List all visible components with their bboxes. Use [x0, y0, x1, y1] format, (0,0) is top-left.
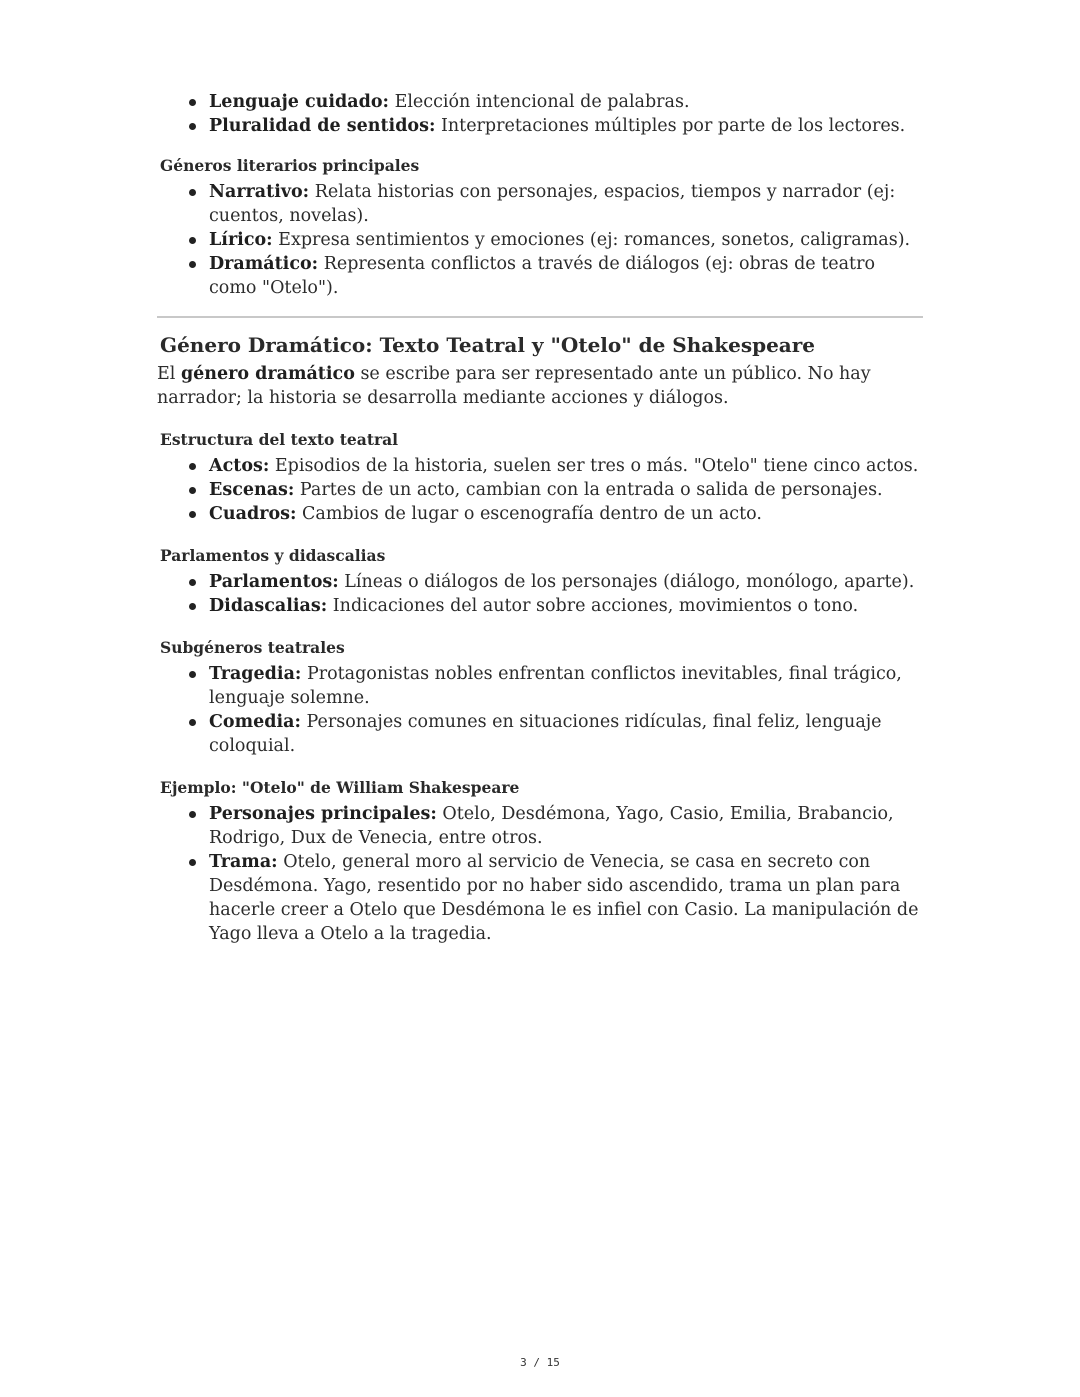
list-item	[209, 570, 923, 594]
item-term: Escenas:	[209, 480, 295, 500]
section-intro	[157, 362, 923, 410]
intro-text: El	[157, 364, 181, 384]
item-term: Pluralidad de sentidos:	[209, 116, 436, 136]
item-text: Episodios de la historia, suelen ser tres o más. "Otelo" tiene cinco actos.	[269, 456, 919, 476]
section-divider	[157, 316, 923, 318]
item-term: Actos:	[209, 456, 270, 476]
item-text: Elección intencional de palabras.	[389, 92, 690, 112]
list-item	[209, 114, 923, 138]
item-text: Expresa sentimientos y emociones (ej: romances, sonetos, caligramas).	[272, 230, 911, 250]
page-number: 3 / 15	[520, 1356, 560, 1369]
generos-heading: Géneros literarios principales	[160, 156, 420, 175]
top-list	[157, 90, 923, 138]
item-text: Relata historias con personajes, espacios, tiempos y narrador (ej: cuentos, novelas).	[209, 182, 896, 226]
item-term: Dramático:	[209, 254, 319, 274]
item-term: Comedia:	[209, 712, 301, 732]
list-item	[209, 710, 923, 758]
item-text: Protagonistas nobles enfrentan conflictos inevitables, final trágico, lenguaje solemne.	[209, 664, 902, 708]
item-term: Tragedia:	[209, 664, 302, 684]
intro-text: se escribe para ser representado ante un público. No hay narrador; la historia se desarrolla mediante acciones y diálogos.	[157, 364, 871, 408]
item-text: Otelo, Desdémona, Yago, Casio, Emilia, Brabancio, Rodrigo, Dux de Venecia, entre otros.	[209, 804, 894, 848]
list-item	[209, 594, 923, 618]
item-text: Interpretaciones múltiples por parte de los lectores.	[435, 116, 906, 136]
estructura-heading: Estructura del texto teatral	[160, 430, 399, 449]
item-text: Líneas o diálogos de los personajes (diálogo, monólogo, aparte).	[338, 572, 915, 592]
list-item	[209, 478, 923, 502]
item-text: Indicaciones del autor sobre acciones, movimientos o tono.	[327, 596, 859, 616]
item-term: Personajes principales:	[209, 804, 437, 824]
parlamentos-heading: Parlamentos y didascalias	[160, 546, 386, 565]
list-item	[209, 662, 923, 710]
item-text: Partes de un acto, cambian con la entrada o salida de personajes.	[294, 480, 883, 500]
item-term: Lenguaje cuidado:	[209, 92, 389, 112]
item-text: Personajes comunes en situaciones ridículas, final feliz, lenguaje coloquial.	[209, 712, 882, 756]
ejemplo-heading: Ejemplo: "Otelo" de William Shakespeare	[160, 778, 520, 797]
list-item	[209, 228, 923, 252]
list-item	[209, 850, 923, 946]
page-content	[157, 90, 923, 946]
item-term: Lírico:	[209, 230, 273, 250]
estructura-list	[157, 454, 923, 526]
list-item	[209, 180, 923, 228]
item-term: Narrativo:	[209, 182, 310, 202]
list-item	[209, 252, 923, 300]
parlamentos-list	[157, 570, 923, 618]
subgeneros-list	[157, 662, 923, 758]
list-item	[209, 802, 923, 850]
subgeneros-heading: Subgéneros teatrales	[160, 638, 345, 657]
intro-bold: género dramático	[180, 364, 355, 384]
item-text: Representa conflictos a través de diálogos (ej: obras de teatro como "Otelo").	[209, 254, 875, 298]
item-term: Parlamentos:	[209, 572, 339, 592]
generos-list	[157, 180, 923, 300]
list-item	[209, 502, 923, 526]
section-title: Género Dramático: Texto Teatral y "Otelo" de Shakespeare	[160, 333, 816, 357]
item-text: Cambios de lugar o escenografía dentro de un acto.	[296, 504, 762, 524]
item-term: Cuadros:	[209, 504, 297, 524]
item-term: Didascalias:	[209, 596, 328, 616]
ejemplo-list	[157, 802, 923, 946]
list-item	[209, 454, 923, 478]
item-text: Otelo, general moro al servicio de Venecia, se casa en secreto con Desdémona. Yago, resentido por no haber sido ascendido, trama un plan para hacerle creer a Otelo que Desdémona le es infiel con Casio. La manipulación de Yago lleva a Otelo a la tragedia.	[209, 852, 919, 944]
list-item	[209, 90, 923, 114]
item-term: Trama:	[209, 852, 278, 872]
